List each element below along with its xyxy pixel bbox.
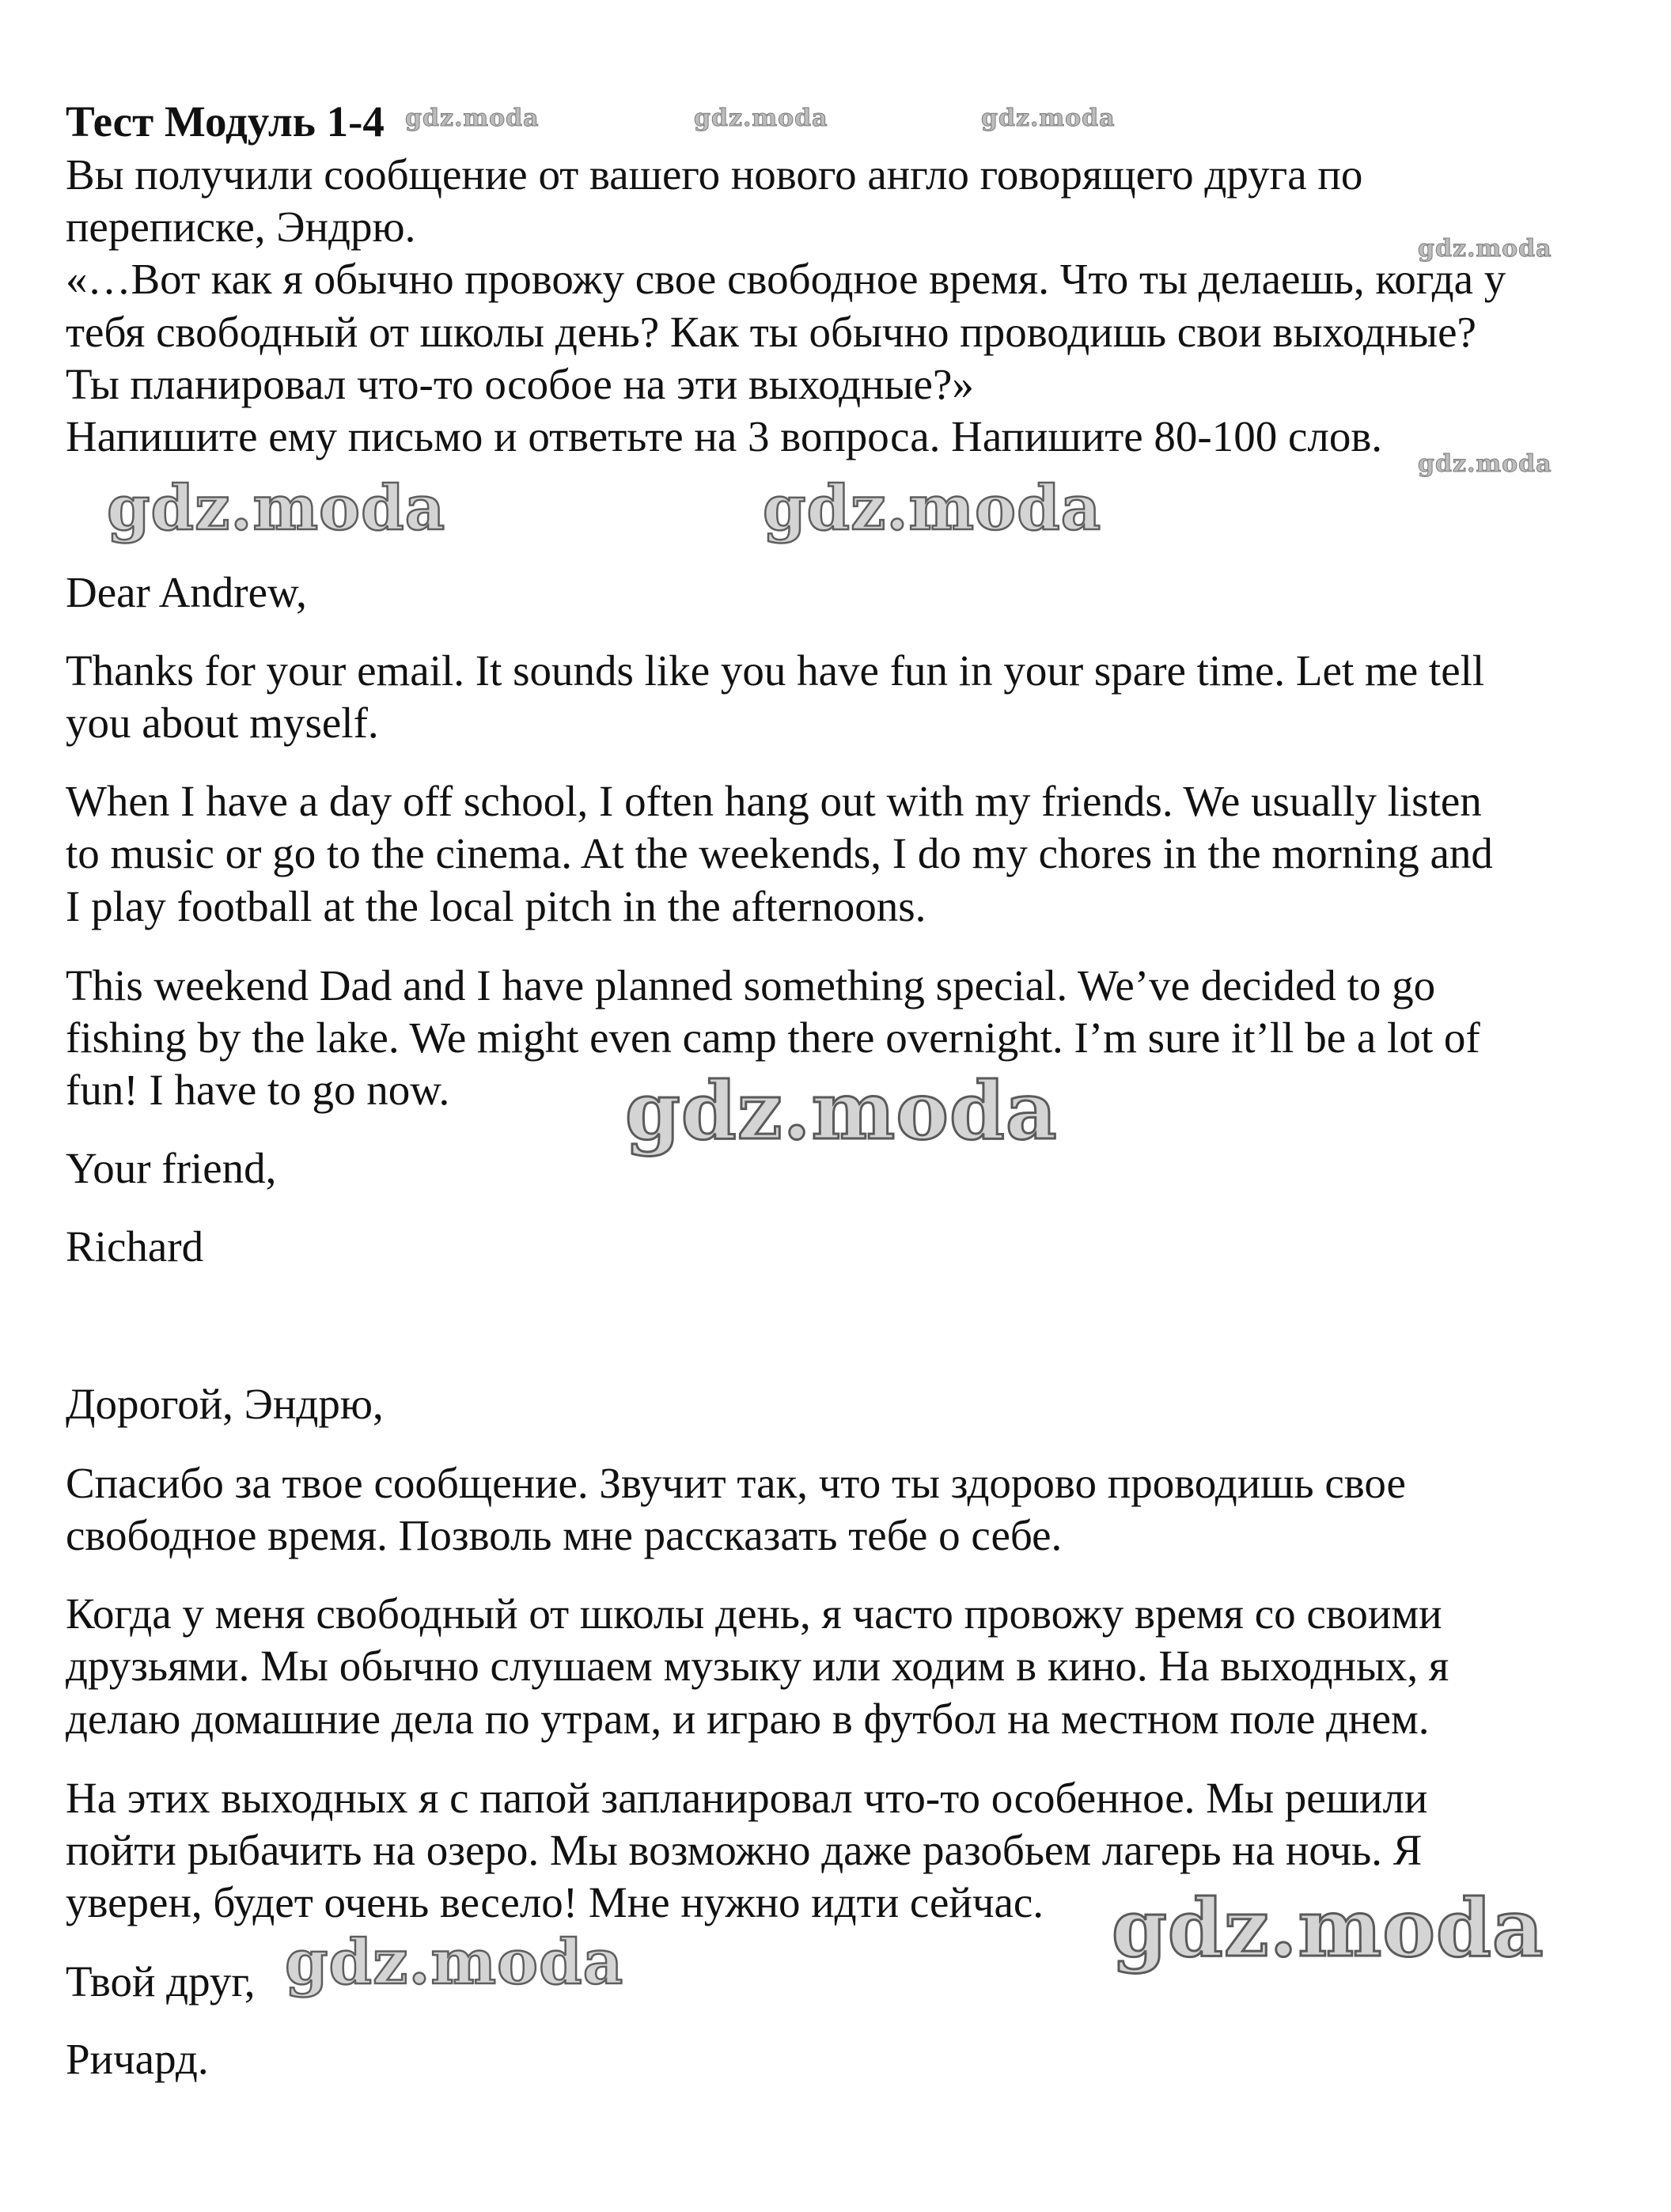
letter-paragraph-line: you about myself. (66, 699, 379, 747)
letter-paragraph-line: делаю домашние дела по утрам, и играю в футбол на местном поле днем. (66, 1695, 1430, 1743)
letter-paragraph-line: Спасибо за твое сообщение. Звучит так, что ты здорово проводишь свое (66, 1459, 1406, 1507)
watermark: gdz.moda (1418, 235, 1552, 263)
letter-paragraph-line: пойти рыбачить на озеро. Мы возможно даже разобьем лагерь на ночь. Я (66, 1826, 1423, 1874)
task-text-line: переписке, Эндрю. (66, 203, 416, 251)
task-text-line: Вы получили сообщение от вашего нового англо говорящего друга по (66, 150, 1363, 199)
letter-paragraph-line: fun! I have to go now. (66, 1066, 450, 1114)
letter-paragraph-line: друзьями. Мы обычно слушаем музыку или ходим в кино. На выходных, я (66, 1642, 1449, 1690)
watermark: gdz.moda (694, 104, 828, 132)
letter-paragraph-line: Когда у меня свободный от школы день, я часто провожу время со своими (66, 1589, 1442, 1638)
watermark: gdz.moda (107, 472, 446, 544)
task-text-line: тебя свободный от школы день? Как ты обычно проводишь свои выходные? (66, 308, 1476, 356)
watermark: gdz.moda (1418, 450, 1552, 478)
watermark: gdz.moda (1112, 1881, 1544, 1975)
letter-signature: Ричард. (66, 2035, 209, 2083)
page-title: Тест Модуль 1-4 (66, 97, 385, 146)
letter-paragraph-line: fishing by the lake. We might even camp there overnight. I’m sure it’ll be a lot of (66, 1013, 1480, 1062)
letter-paragraph-line: Thanks for your email. It sounds like you have fun in your spare time. Let me tell (66, 646, 1485, 695)
task-text-line: Напишите ему письмо и ответьте на 3 вопроса. Напишите 80-100 слов. (66, 412, 1383, 460)
watermark: gdz.moda (405, 104, 540, 132)
letter-closing: Твой друг, (66, 1957, 256, 2006)
letter-paragraph-line: to music or go to the cinema. At the weekends, I do my chores in the morning and (66, 829, 1493, 877)
watermark: gdz.moda (763, 472, 1102, 544)
letter-paragraph-line: На этих выходных я с папой запланировал что-то особенное. Мы решили (66, 1774, 1428, 1822)
watermark: gdz.moda (981, 104, 1116, 132)
task-text-line: Ты планировал что-то особое на эти выходные?» (66, 360, 974, 408)
letter-paragraph-line: свободное время. Позволь мне рассказать тебе о себе. (66, 1511, 1063, 1559)
letter-paragraph-line: I play football at the local pitch in the afternoons. (66, 882, 926, 930)
letter-paragraph-line: уверен, будет очень весело! Мне нужно идти сейчас. (66, 1878, 1044, 1926)
letter-paragraph-line: When I have a day off school, I often hang out with my friends. We usually listen (66, 777, 1482, 825)
letter-greeting: Дорогой, Эндрю, (66, 1380, 384, 1428)
task-text-line: «…Вот как я обычно провожу свое свободное время. Что ты делаешь, когда у (66, 255, 1506, 303)
letter-signature: Richard (66, 1222, 204, 1271)
watermark: gdz.moda (625, 1064, 1058, 1157)
letter-greeting: Dear Andrew, (66, 568, 307, 616)
letter-closing: Your friend, (66, 1144, 277, 1192)
letter-paragraph-line: This weekend Dad and I have planned something special. We’ve decided to go (66, 961, 1436, 1009)
watermark: gdz.moda (285, 1926, 624, 1998)
